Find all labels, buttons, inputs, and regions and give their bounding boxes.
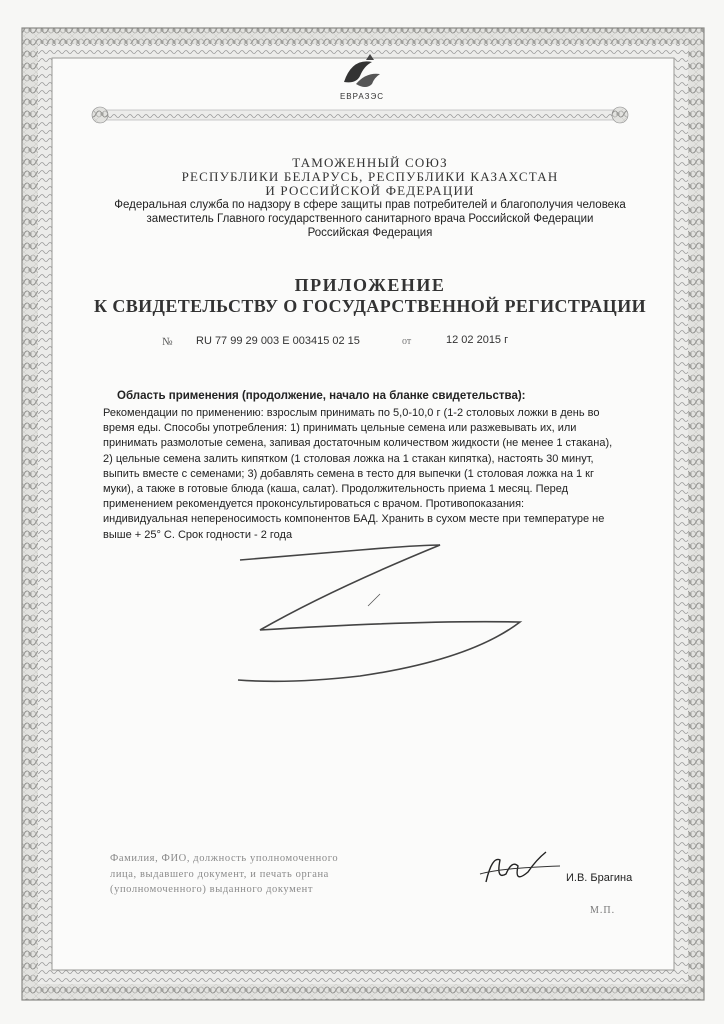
scope-line: выпить вместе с семенами; 3) добавлять семена в тесто для выпечки (1 столовая ложка на 1 кг [103, 467, 594, 480]
scope-line: Рекомендации по применению: взрослым принимать по 5,0-10,0 г (1-2 столовых ложки в день во [103, 407, 600, 419]
document-title: ПРИЛОЖЕНИЕ [294, 275, 446, 295]
scope-heading: Область применения (продолжение, начало на бланке свидетельства): [117, 390, 526, 402]
scope-line: принимать размолотые семена, запивая достаточным количеством жидкости (не менее 1 стакана), [103, 437, 613, 450]
country-name: Российская Федерация [307, 227, 433, 239]
document-subtitle: К СВИДЕТЕЛЬСТВУ О ГОСУДАРСТВЕННОЙ РЕГИСТРАЦИИ [94, 296, 646, 316]
registration-date: 12 02 2015 г [446, 334, 509, 346]
signatory-name: И.В. Брагина [566, 872, 633, 884]
registration-number: RU 77 99 29 003 E 003415 02 15 [196, 335, 360, 347]
countries-line-2: И РОССИЙСКОЙ ФЕДЕРАЦИИ [265, 183, 475, 198]
scope-line: выше + 25° С. Срок годности - 2 года [103, 528, 293, 541]
countries-line-1: РЕСПУБЛИКИ БЕЛАРУСЬ, РЕСПУБЛИКИ КАЗАХСТАН [181, 169, 559, 184]
note-line: лица, выдавшего документ, и печать органа [110, 868, 329, 880]
official-title: заместитель Главного государственного санитарного врача Российской Федерации [146, 213, 594, 225]
from-label: от [402, 336, 412, 347]
scope-line: применением рекомендуется проконсультироваться с врачом. Противопоказания: [103, 498, 525, 511]
scope-line: 2) цельные семена залить кипятком (1 столовая ложка на 1 стакан кипятка), настоять 30 минут, [103, 452, 594, 465]
service-name: Федеральная служба по надзору в сфере защиты прав потребителей и благополучия человека [114, 199, 626, 211]
logo-caption: ЕВРАЗЭС [339, 92, 385, 101]
union-title: ТАМОЖЕННЫЙ СОЮЗ [292, 155, 448, 170]
note-line: Фамилия, ФИО, должность уполномоченного [110, 853, 339, 864]
note-line: (уполномоченного) выданного документ [110, 884, 314, 895]
scope-line: индивидуальная непереносимость компонентов БАД. Хранить в сухом месте при температуре не [103, 513, 605, 526]
scope-line: муки), а также в готовые блюда (каша, салат). Продолжительность приема 1 месяц. Перед [103, 483, 569, 496]
scope-line: время еды. Способы употребления: 1) принимать цельные семена или разжевывать их, или [103, 422, 577, 435]
number-label: № [162, 336, 173, 348]
seal-placeholder: М.П. [590, 905, 616, 916]
